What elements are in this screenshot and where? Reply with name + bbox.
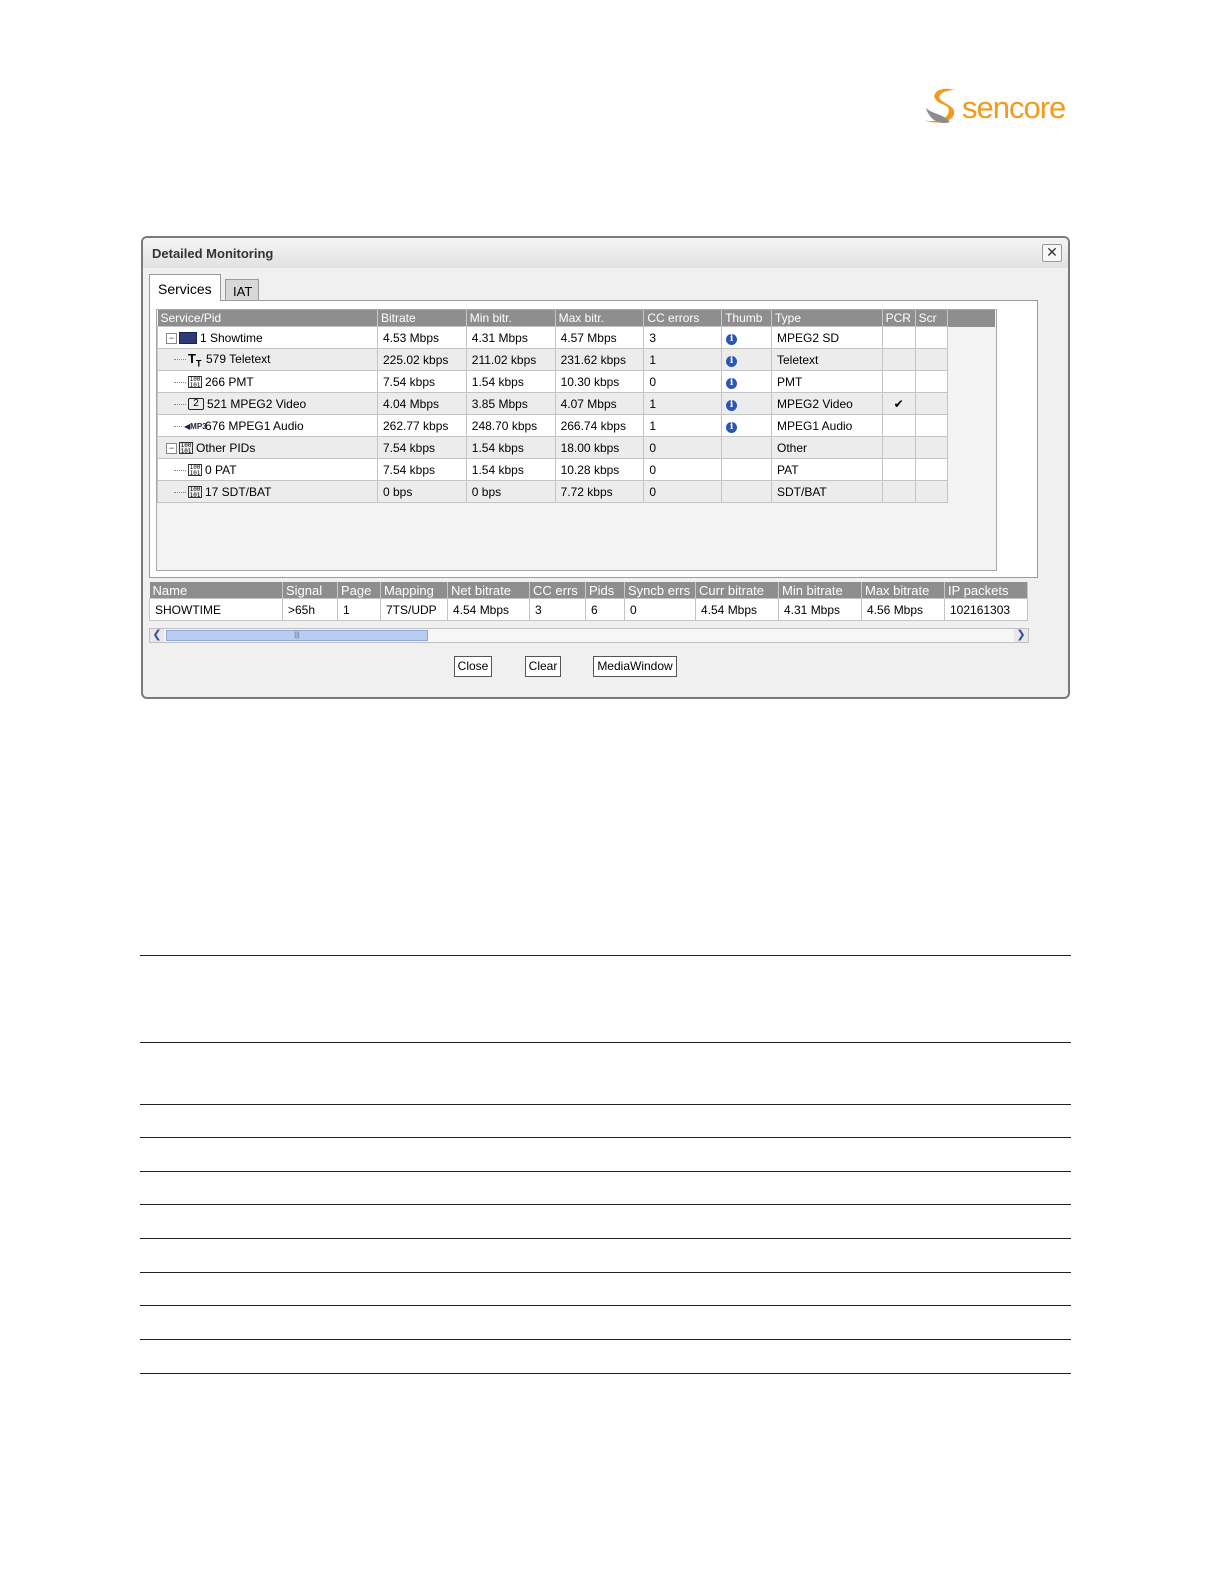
col-cc-errs[interactable]: CC errs bbox=[530, 582, 586, 599]
row-thumb bbox=[722, 481, 772, 503]
col-net-bitrate[interactable]: Net bitrate bbox=[448, 582, 530, 599]
row-bitrate: 262.77 kbps bbox=[377, 415, 466, 437]
collapse-icon[interactable]: − bbox=[166, 443, 177, 454]
row-min: 248.70 kbps bbox=[466, 415, 555, 437]
row-cc: 0 bbox=[644, 437, 722, 459]
row-cc: 3 bbox=[644, 327, 722, 349]
row-name: 0 PAT bbox=[205, 462, 237, 477]
summary-curr-bitrate: 4.54 Mbps bbox=[696, 599, 779, 621]
row-max: 10.30 kbps bbox=[555, 371, 644, 393]
table-row[interactable] bbox=[158, 327, 996, 349]
divider-line bbox=[140, 1272, 1071, 1273]
row-filler bbox=[948, 349, 996, 371]
row-name: Other PIDs bbox=[196, 440, 256, 455]
scrollbar-thumb[interactable]: ||| bbox=[166, 630, 428, 641]
table-row[interactable] bbox=[158, 481, 996, 503]
row-filler bbox=[948, 415, 996, 437]
row-max: 266.74 kbps bbox=[555, 415, 644, 437]
row-filler bbox=[948, 393, 996, 415]
summary-row[interactable] bbox=[150, 599, 1028, 621]
col-ip-packets[interactable]: IP packets bbox=[945, 582, 1028, 599]
summary-cc-errs: 3 bbox=[530, 599, 586, 621]
table-row[interactable] bbox=[158, 459, 996, 481]
row-cc: 1 bbox=[644, 415, 722, 437]
summary-pids: 6 bbox=[586, 599, 625, 621]
col-syncb-errs[interactable]: Syncb errs bbox=[625, 582, 696, 599]
row-pcr bbox=[882, 415, 915, 437]
logo-wordmark: sencore bbox=[962, 90, 1066, 125]
col-page[interactable]: Page bbox=[338, 582, 381, 599]
row-pcr bbox=[882, 327, 915, 349]
summary-syncb-errs: 0 bbox=[625, 599, 696, 621]
divider-line bbox=[140, 1238, 1071, 1239]
row-scr bbox=[915, 459, 948, 481]
tree-connector bbox=[174, 359, 186, 360]
mediawindow-button[interactable]: MediaWindow bbox=[593, 656, 677, 677]
row-scr bbox=[915, 371, 948, 393]
mpeg2-video-icon: 2 bbox=[188, 398, 204, 410]
summary-name: SHOWTIME bbox=[150, 599, 283, 621]
tab-services[interactable] bbox=[149, 274, 221, 301]
row-min: 211.02 kbps bbox=[466, 349, 555, 371]
row-pcr bbox=[882, 437, 915, 459]
divider-line bbox=[140, 1373, 1071, 1374]
row-pcr bbox=[882, 371, 915, 393]
services-table-container[interactable] bbox=[156, 309, 997, 571]
col-pcr[interactable]: PCR bbox=[882, 310, 915, 327]
sencore-swoosh-icon bbox=[922, 84, 962, 126]
divider-line bbox=[140, 1204, 1071, 1205]
close-icon[interactable]: ✕ bbox=[1042, 244, 1062, 262]
scroll-right-icon[interactable]: ❯ bbox=[1014, 629, 1028, 642]
row-min: 3.85 Mbps bbox=[466, 393, 555, 415]
tree-connector bbox=[174, 470, 186, 471]
row-name: 579 Teletext bbox=[206, 351, 271, 366]
summary-page: 1 bbox=[338, 599, 381, 621]
row-min: 1.54 kbps bbox=[466, 371, 555, 393]
row-type: PMT bbox=[771, 371, 882, 393]
row-type: SDT/BAT bbox=[771, 481, 882, 503]
row-max: 4.07 Mbps bbox=[555, 393, 644, 415]
row-filler bbox=[948, 371, 996, 393]
row-filler bbox=[948, 459, 996, 481]
tree-connector bbox=[174, 426, 182, 427]
row-cc: 1 bbox=[644, 393, 722, 415]
table-row[interactable] bbox=[158, 415, 996, 437]
collapse-icon[interactable]: − bbox=[166, 333, 177, 344]
row-bitrate: 7.54 kbps bbox=[377, 437, 466, 459]
row-scr bbox=[915, 415, 948, 437]
col-cc-errors[interactable]: CC errors bbox=[644, 310, 722, 327]
clear-button[interactable]: Clear bbox=[525, 656, 561, 677]
row-name: 676 MPEG1 Audio bbox=[205, 418, 304, 433]
divider-line bbox=[140, 1137, 1071, 1138]
summary-header-row bbox=[150, 582, 1028, 599]
tab-iat[interactable] bbox=[225, 279, 259, 301]
col-name[interactable]: Name bbox=[150, 582, 283, 599]
row-pcr bbox=[882, 459, 915, 481]
divider-line bbox=[140, 955, 1071, 956]
row-max: 231.62 kbps bbox=[555, 349, 644, 371]
pid-table-icon: 100 101 bbox=[180, 442, 192, 456]
col-pids[interactable]: Pids bbox=[586, 582, 625, 599]
tv-service-icon bbox=[179, 332, 197, 344]
row-min: 4.31 Mbps bbox=[466, 327, 555, 349]
summary-table bbox=[149, 582, 1028, 621]
tree-connector bbox=[174, 404, 186, 405]
teletext-icon: $T_T$ bbox=[188, 350, 202, 369]
table-row[interactable] bbox=[158, 371, 996, 393]
tab-services-label: Services bbox=[158, 281, 212, 297]
summary-min-bitrate: 4.31 Mbps bbox=[779, 599, 862, 621]
dialog-titlebar bbox=[143, 238, 1068, 268]
pid-table-icon: 100 101 bbox=[189, 464, 201, 478]
col-signal[interactable]: Signal bbox=[283, 582, 338, 599]
row-name: 1 Showtime bbox=[200, 330, 263, 345]
dialog-title: Detailed Monitoring bbox=[152, 246, 274, 261]
row-type: MPEG2 Video bbox=[771, 393, 882, 415]
summary-mapping: 7TS/UDP bbox=[381, 599, 448, 621]
col-bitrate[interactable]: Bitrate bbox=[377, 310, 466, 327]
services-table bbox=[157, 310, 996, 503]
row-max: 18.00 kbps bbox=[555, 437, 644, 459]
row-name: 521 MPEG2 Video bbox=[207, 396, 307, 411]
sencore-logo bbox=[922, 84, 1082, 128]
info-icon[interactable]: i bbox=[726, 400, 737, 411]
col-filler bbox=[948, 310, 996, 327]
table-row[interactable] bbox=[158, 393, 996, 415]
row-scr bbox=[915, 481, 948, 503]
col-mapping[interactable]: Mapping bbox=[381, 582, 448, 599]
mp3-audio-icon: ◀MP3 bbox=[184, 421, 207, 431]
info-icon[interactable]: i bbox=[726, 356, 737, 367]
row-type: Other bbox=[771, 437, 882, 459]
pid-table-icon: 100 101 bbox=[189, 376, 201, 390]
horizontal-scrollbar[interactable] bbox=[149, 628, 1029, 643]
col-curr-bitrate[interactable]: Curr bitrate bbox=[696, 582, 779, 599]
row-max: 7.72 kbps bbox=[555, 481, 644, 503]
row-thumb bbox=[722, 437, 772, 459]
services-header-row bbox=[158, 310, 996, 327]
divider-line bbox=[140, 1339, 1071, 1340]
row-scr bbox=[915, 393, 948, 415]
tree-connector bbox=[174, 492, 186, 493]
divider-line bbox=[140, 1171, 1071, 1172]
tree-connector bbox=[174, 382, 186, 383]
row-min: 1.54 kbps bbox=[466, 437, 555, 459]
scroll-left-icon[interactable]: ❮ bbox=[150, 629, 164, 642]
col-service-pid[interactable]: Service/Pid bbox=[158, 310, 378, 327]
row-pcr bbox=[882, 349, 915, 371]
col-max-bitrate[interactable]: Max bitrate bbox=[862, 582, 945, 599]
row-pcr bbox=[882, 481, 915, 503]
detailed-monitoring-dialog bbox=[141, 236, 1070, 699]
summary-net-bitrate: 4.54 Mbps bbox=[448, 599, 530, 621]
table-row[interactable] bbox=[158, 349, 996, 371]
row-bitrate: 225.02 kbps bbox=[377, 349, 466, 371]
row-filler bbox=[948, 481, 996, 503]
info-icon[interactable]: i bbox=[726, 422, 737, 433]
row-scr bbox=[915, 327, 948, 349]
pid-table-icon: 100 101 bbox=[189, 486, 201, 500]
row-cc: 0 bbox=[644, 371, 722, 393]
row-bitrate: 4.53 Mbps bbox=[377, 327, 466, 349]
col-scr[interactable]: Scr bbox=[915, 310, 948, 327]
services-panel bbox=[149, 300, 1038, 578]
divider-line bbox=[140, 1305, 1071, 1306]
row-min: 0 bps bbox=[466, 481, 555, 503]
row-max: 10.28 kbps bbox=[555, 459, 644, 481]
row-name: 17 SDT/BAT bbox=[205, 484, 272, 499]
summary-max-bitrate: 4.56 Mbps bbox=[862, 599, 945, 621]
row-max: 4.57 Mbps bbox=[555, 327, 644, 349]
row-filler bbox=[948, 327, 996, 349]
col-max-bitrate[interactable]: Max bitr. bbox=[555, 310, 644, 327]
info-icon[interactable]: i bbox=[726, 378, 737, 389]
col-thumb[interactable]: Thumb bbox=[722, 310, 772, 327]
row-scr bbox=[915, 349, 948, 371]
row-cc: 1 bbox=[644, 349, 722, 371]
row-scr bbox=[915, 437, 948, 459]
close-button[interactable]: Close bbox=[454, 656, 492, 677]
row-type: MPEG1 Audio bbox=[771, 415, 882, 437]
row-type: MPEG2 SD bbox=[771, 327, 882, 349]
col-min-bitrate[interactable]: Min bitr. bbox=[466, 310, 555, 327]
table-row[interactable] bbox=[158, 437, 996, 459]
row-bitrate: 0 bps bbox=[377, 481, 466, 503]
summary-table-container bbox=[149, 582, 1029, 621]
row-filler bbox=[948, 437, 996, 459]
row-min: 1.54 kbps bbox=[466, 459, 555, 481]
row-bitrate: 7.54 kbps bbox=[377, 371, 466, 393]
divider-line bbox=[140, 1104, 1071, 1105]
divider-line bbox=[140, 1042, 1071, 1043]
col-type[interactable]: Type bbox=[771, 310, 882, 327]
row-bitrate: 4.04 Mbps bbox=[377, 393, 466, 415]
row-type: Teletext bbox=[771, 349, 882, 371]
row-cc: 0 bbox=[644, 481, 722, 503]
row-type: PAT bbox=[771, 459, 882, 481]
tab-iat-label: IAT bbox=[233, 284, 253, 299]
row-name: 266 PMT bbox=[205, 374, 254, 389]
col-min-bitrate[interactable]: Min bitrate bbox=[779, 582, 862, 599]
summary-ip-packets: 102161303 bbox=[945, 599, 1028, 621]
pcr-check-icon: ✔ bbox=[882, 393, 915, 415]
info-icon[interactable]: i bbox=[726, 334, 737, 345]
row-thumb bbox=[722, 459, 772, 481]
row-cc: 0 bbox=[644, 459, 722, 481]
summary-signal: >65h bbox=[283, 599, 338, 621]
row-bitrate: 7.54 kbps bbox=[377, 459, 466, 481]
